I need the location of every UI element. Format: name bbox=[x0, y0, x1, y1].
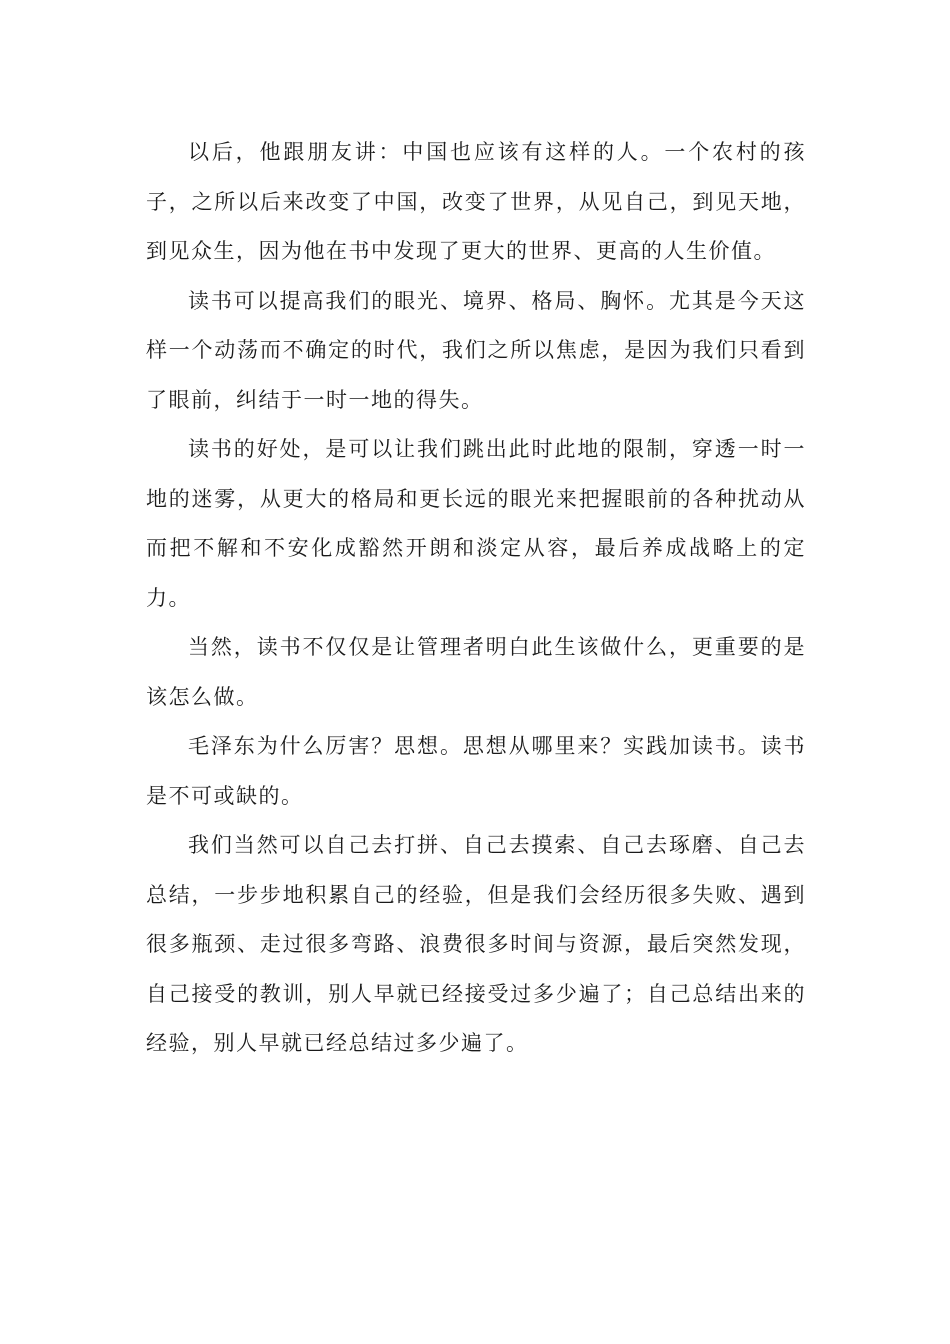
paragraph-1: 以后，他跟朋友讲：中国也应该有这样的人。一个农村的孩子，之所以后来改变了中国，改变了世界，从见自己，到见天地，到见众生，因为他在书中发现了更大的世界、更高的人生价值。 bbox=[146, 140, 806, 263]
paragraph-2: 读书可以提高我们的眼光、境界、格局、胸怀。尤其是今天这样一个动荡而不确定的时代，我们之所以焦虑，是因为我们只看到了眼前，纠结于一时一地的得失。 bbox=[146, 288, 806, 412]
paragraph-4: 当然，读书不仅仅是让管理者明白此生该做什么，更重要的是该怎么做。 bbox=[146, 635, 806, 709]
paragraph-5: 毛泽东为什么厉害？思想。思想从哪里来？实践加读书。读书是不可或缺的。 bbox=[146, 734, 806, 808]
paragraph-3: 读书的好处，是可以让我们跳出此时此地的限制，穿透一时一地的迷雾，从更大的格局和更长远的眼光来把握眼前的各种扰动从而把不解和不安化成豁然开朗和淡定从容，最后养成战略上的定力。 bbox=[146, 437, 806, 610]
document-body bbox=[146, 128, 806, 1069]
paragraph-6: 我们当然可以自己去打拼、自己去摸索、自己去琢磨、自己去总结，一步步地积累自己的经验，但是我们会经历很多失败、遇到很多瓶颈、走过很多弯路、浪费很多时间与资源，最后突然发现，自己接受的教训，别人早就已经接受过多少遍了；自己总结出来的经验，别人早就已经总结过多少遍了。 bbox=[146, 833, 806, 1055]
